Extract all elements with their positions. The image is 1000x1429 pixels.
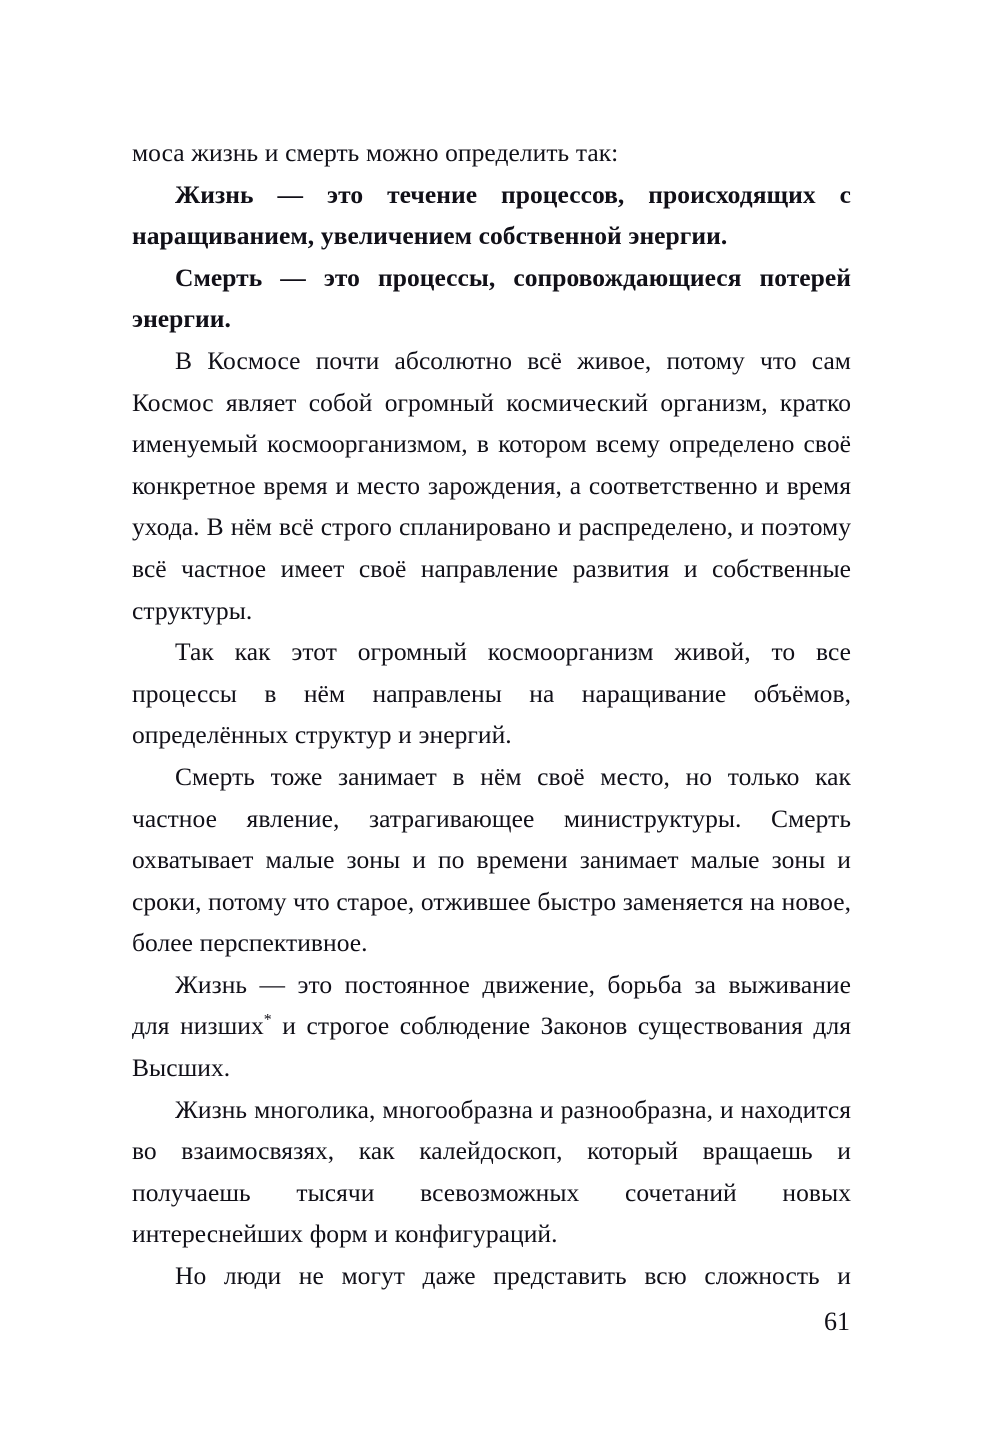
paragraph-people-cannot: Но люди не могут даже представить всю сложность и <box>175 1261 851 1291</box>
footnote-marker-asterisk: * <box>263 1011 272 1029</box>
page-number: 61 <box>824 1307 850 1336</box>
paragraph-processes-growth: Так как этот огромный космоорганизм живой, то все процессы в нём направлены на наращивание объёмов, определённых структур и энергий. <box>132 637 851 750</box>
paragraph-life-movement <box>132 964 851 1089</box>
paragraph-death-place: Смерть тоже занимает в нём своё место, но только как частное явление, затрагивающее министруктуры. Смерть охватывает малые зоны и по времени занимает малые зоны и сроки, потому что старое, отжившее быстро заменяется на новое, более перспективное. <box>132 761 851 958</box>
paragraph-cosmos-organism: В Космосе почти абсолютно всё живое, потому что сам Космос являет собой огромный космический организм, кратко именуемый космоорганизмом, в котором всему определено своё конкретное время и место зарождения, а соответственно и время ухода. В нём всё строго спланировано и распределено, и поэтому всё частное имеет своё направление развития и собственные структуры. <box>132 345 851 625</box>
paragraph-life-diverse: Жизнь многолика, многообразна и разнообразна, и находится во взаимосвязях, как калейдоскоп, который вращаешь и получаешь тысячи всевозможных сочетаний новых интереснейших форм и конфигураций. <box>132 1094 851 1249</box>
paragraph-definition-death: Смерть — это процессы, сопровождающиеся потерей энергии. <box>132 262 851 334</box>
text-column <box>132 132 851 1297</box>
paragraph-continuation-line: моса жизнь и смерть можно определить так: <box>132 138 619 167</box>
paragraph-life-movement-text-before: Жизнь — это постоянное движение, борьба за выживание для низших <box>132 969 851 1041</box>
paragraph-definition-life: Жизнь — это течение процессов, происходящих с наращиванием, увеличением собственной энергии. <box>132 179 851 251</box>
paragraph-life-movement-text-after: и строгое соблюдение Законов существования для Высших. <box>132 1011 851 1083</box>
